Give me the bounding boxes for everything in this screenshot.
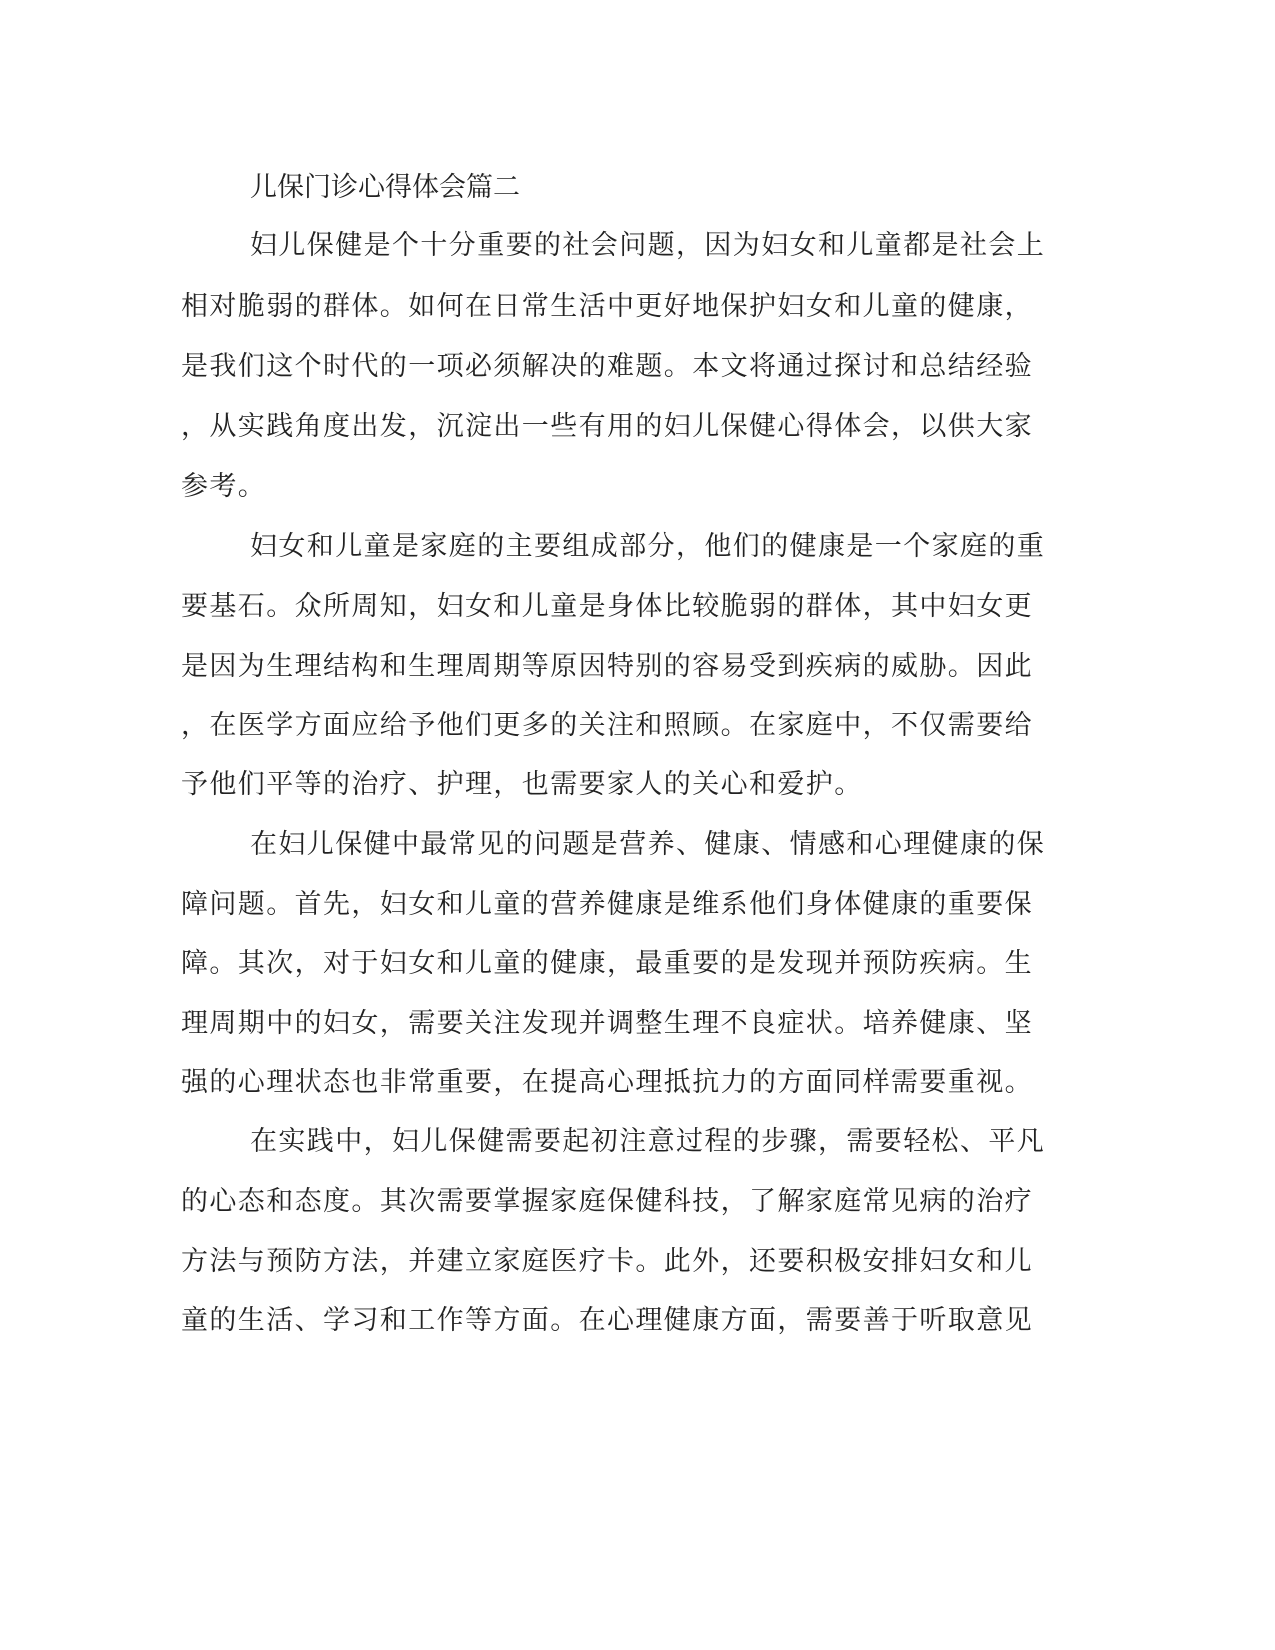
paragraph-1-line-4: ，从实践角度出发，沉淀出一些有用的妇儿保健心得体会，以供大家: [181, 411, 1033, 442]
paragraph-3-line-3: 障。其次，对于妇女和儿童的健康，最重要的是发现并预防疾病。生: [181, 948, 1033, 979]
paragraph-2-line-2: 要基石。众所周知，妇女和儿童是身体比较脆弱的群体，其中妇女更: [181, 591, 1033, 622]
paragraph-4-line-4: 童的生活、学习和工作等方面。在心理健康方面，需要善于听取意见: [181, 1305, 1033, 1336]
paragraph-2-line-5: 予他们平等的治疗、护理，也需要家人的关心和爱护。: [181, 769, 863, 800]
paragraph-2-line-1: 妇女和儿童是家庭的主要组成部分，他们的健康是一个家庭的重: [250, 531, 1046, 562]
paragraph-4-line-2: 的心态和态度。其次需要掌握家庭保健科技，了解家庭常见病的治疗: [181, 1186, 1033, 1217]
document-title: 儿保门诊心得体会篇二: [250, 172, 520, 203]
paragraph-3-line-1: 在妇儿保健中最常见的问题是营养、健康、情感和心理健康的保: [250, 829, 1046, 860]
paragraph-3-line-2: 障问题。首先，妇女和儿童的营养健康是维系他们身体健康的重要保: [181, 889, 1033, 920]
paragraph-1-line-3: 是我们这个时代的一项必须解决的难题。本文将通过探讨和总结经验: [181, 351, 1033, 382]
paragraph-3-line-5: 强的心理状态也非常重要，在提高心理抵抗力的方面同样需要重视。: [181, 1067, 1033, 1098]
paragraph-1-line-2: 相对脆弱的群体。如何在日常生活中更好地保护妇女和儿童的健康，: [181, 291, 1033, 322]
paragraph-1-line-1: 妇儿保健是个十分重要的社会问题，因为妇女和儿童都是社会上: [250, 230, 1046, 261]
paragraph-1-line-5: 参考。: [181, 471, 267, 502]
paragraph-4-line-1: 在实践中，妇儿保健需要起初注意过程的步骤，需要轻松、平凡: [250, 1126, 1046, 1157]
paragraph-2-line-3: 是因为生理结构和生理周期等原因特别的容易受到疾病的威胁。因此: [181, 651, 1033, 682]
paragraph-4-line-3: 方法与预防方法，并建立家庭医疗卡。此外，还要积极安排妇女和儿: [181, 1246, 1033, 1277]
paragraph-2-line-4: ，在医学方面应给予他们更多的关注和照顾。在家庭中，不仅需要给: [181, 710, 1033, 741]
paragraph-3-line-4: 理周期中的妇女，需要关注发现并调整生理不良症状。培养健康、坚: [181, 1008, 1033, 1039]
